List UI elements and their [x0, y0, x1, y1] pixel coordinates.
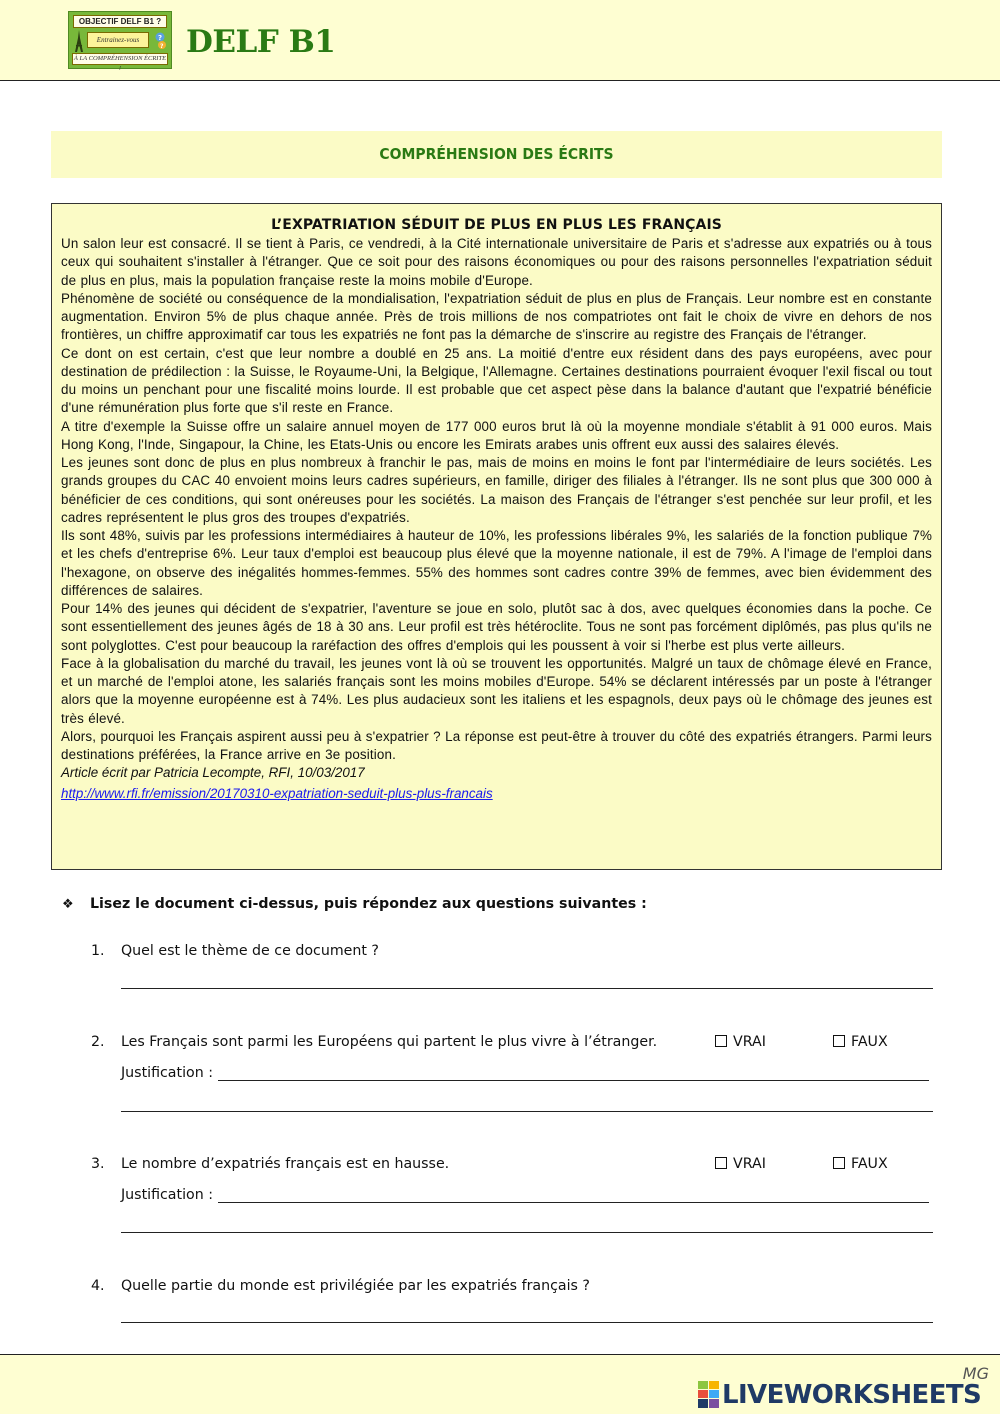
question-2-answer-line[interactable] [121, 1111, 933, 1112]
question-2-justification-line[interactable] [218, 1080, 929, 1081]
svg-text:?: ? [158, 34, 163, 42]
svg-text:?: ? [160, 43, 164, 50]
question-2-vrai-checkbox[interactable] [715, 1032, 766, 1052]
logo-bottom-text: À LA COMPRÉHENSION ÉCRITE ! [73, 55, 167, 72]
logo-mid-text: Entrainez-vous [87, 32, 149, 48]
question-2-text: Les Français sont parmi les Européens qui partent le plus vivre à l’étranger. [121, 1034, 658, 1050]
question-1-answer-line[interactable] [121, 988, 933, 989]
question-1-number: 1. [91, 943, 105, 959]
logo-top-text: OBJECTIF DELF B1 ? [73, 15, 167, 28]
instructions [62, 894, 647, 915]
liveworksheets-logo-icon [698, 1381, 720, 1409]
question-4-number: 4. [91, 1278, 105, 1294]
page-title: DELF B1 [186, 24, 336, 60]
page-footer [0, 1354, 1000, 1414]
article-paragraph: Un salon leur est consacré. Il se tient à Paris, ce vendredi, à la Cité internationale universitaire de Paris et s'adresse aux expatriés ou à tous ceux qui souhaitent s'installer à l'étranger. Que ce soit pour des raisons économiques ou pour des raisons personnelles l'expatriation séduit de plus en plus, mais la population française reste la moins mobile d'Europe. [61, 236, 932, 288]
question-1-text: Quel est le thème de ce document ? [121, 943, 379, 959]
article-title: L’EXPATRIATION SÉDUIT DE PLUS EN PLUS LES FRANÇAIS [271, 217, 722, 233]
vrai-label: VRAI [733, 1156, 766, 1172]
question-2-justification-label: Justification : [121, 1065, 213, 1081]
article-paragraph: Pour 14% des jeunes qui décident de s'expatrier, l'aventure se joue en solo, plutôt sac à dos, avec quelques économies dans la poche. Ce sont essentiellement des jeunes âgés de 18 à 30 ans. Leur profil est très hétéroclite. Tous ne sont pas forcément diplômés, pas plus qu'ils ne sont polyglottes. C'est pour beaucoup la raréfaction des offres d'emplois qui les poussent à voir si l'herbe est plus verte ailleurs. [61, 601, 932, 653]
question-3-faux-checkbox[interactable] [833, 1154, 888, 1174]
section-title: COMPRÉHENSION DES ÉCRITS [51, 131, 942, 178]
checkbox-icon [715, 1035, 727, 1047]
article-source-link[interactable]: http://www.rfi.fr/emission/20170310-expatriation-seduit-plus-plus-francais [61, 785, 493, 801]
question-bubble-icon [153, 32, 167, 50]
article-paragraph: Alors, pourquoi les Français aspirent aussi peu à s'expatrier ? La réponse est peut-être à trouver du côté des expatriés étrangers. Parmi leurs destinations préférées, la France arrive en 3e position. [61, 728, 932, 762]
article-paragraph: Les jeunes sont donc de plus en plus nombreux à franchir le pas, mais de moins en moins le font par l'intermédiaire de leurs sociétés. Les grands groupes du CAC 40 envoient moins leurs cadres supérieurs, en famille, diriger des filiales à l'étranger. Ils ne sont plus que 300 000 à bénéficier de ces conditions, qui sont onéreuses pour les sociétés. La maison des Français de l'étranger s'est penchée sur leur profil, et les cadres représentent le plus gros des troupes d'expatriés. [61, 455, 932, 525]
vrai-label: VRAI [733, 1034, 766, 1050]
question-2-faux-checkbox[interactable] [833, 1032, 888, 1052]
question-3-justification-label: Justification : [121, 1187, 213, 1203]
question-3-number: 3. [91, 1156, 105, 1172]
faux-label: FAUX [851, 1034, 888, 1050]
article-paragraph: Ce dont on est certain, c'est que leur nombre a doublé en 25 ans. La moitié d'entre eux résident dans des pays européens, avec pour destination de prédilection : la Suisse, le Royaume-Uni, la Belgique, l'Allemagne. Certaines destinations pourraient évoquer l'exil fiscal ou tout du moins un penchant pour une fiscalité moins lourde. Il est probable que cet aspect pèse dans la balance d'autant que l'expatrié bénéficie d'une rémunération plus forte que s'il reste en France. [61, 345, 932, 416]
article-box [51, 203, 942, 870]
liveworksheets-brand[interactable] [698, 1379, 981, 1411]
delf-logo [68, 11, 172, 72]
article-paragraph: Face à la globalisation du marché du travail, les jeunes vont là où se trouvent les opportunités. Malgré un taux de chômage élevé en France, et un marché de l'emploi atone, les salariés français sont les moins mobiles d'Europe. 54% se déclarent intéressés par un poste à l'étranger alors que la moyenne européenne est à 74%. Les plus audacieux sont les italiens et les espagnols, deux pays où le chômage des jeunes est très élevé. [61, 655, 932, 726]
question-4-text: Quelle partie du monde est privilégiée par les expatriés français ? [121, 1278, 590, 1294]
eiffel-tower-icon [74, 30, 84, 52]
author-initials: MG [962, 1364, 989, 1383]
checkbox-icon [715, 1157, 727, 1169]
question-3-text: Le nombre d’expatriés français est en hausse. [121, 1156, 450, 1172]
question-4-answer-line[interactable] [121, 1322, 933, 1323]
brand-name: LIVEWORKSHEETS [722, 1380, 982, 1410]
question-2-number: 2. [91, 1034, 105, 1050]
question-3-vrai-checkbox[interactable] [715, 1154, 766, 1174]
article-credit: Article écrit par Patricia Lecompte, RFI, 10/03/2017 [61, 765, 365, 781]
checkbox-icon [833, 1157, 845, 1169]
checkbox-icon [833, 1035, 845, 1047]
instructions-text: Lisez le document ci-dessus, puis répondez aux questions suivantes : [90, 896, 647, 912]
article-paragraph: Phénomène de société ou conséquence de la mondialisation, l'expatriation séduit de plus en plus de Français. Leur nombre est en constante augmentation. Environ 5% de plus chaque année. Près de trois millions de nos compatriotes ont fait le choix de vivre en dehors de nos frontières, un chiffre approximatif car tous les expatriés ne font pas la démarche de s'inscrire au registre des Français de l'étranger. [61, 290, 932, 343]
page-header [0, 0, 1000, 81]
question-3-justification-line[interactable] [218, 1202, 929, 1203]
article-paragraph: A titre d'exemple la Suisse offre un salaire annuel moyen de 177 000 euros brut là où la moyenne mondiale s'établit à 91 000 euros. Mais Hong Kong, l'Inde, Singapour, la Chine, les Etats-Unis ou encore les Emirats arabes unis offrent eux aussi des salaires élevés. [61, 418, 932, 452]
faux-label: FAUX [851, 1156, 888, 1172]
diamond-bullet-icon: ❖ [62, 897, 74, 912]
article-paragraph: Ils sont 48%, suivis par les professions intermédiaires à hauteur de 10%, les professions libérales 9%, les salariés de la fonction publique 7% et les chefs d'entreprise 6%. Leur taux d'emploi est beaucoup plus élevé que la moyenne nationale, il est de 79%. A l'image de l'emploi dans l'hexagone, on observe des inégalités hommes-femmes. 55% des hommes sont cadres contre 39% de femmes, avec bien évidemment des différences de salaires. [61, 528, 932, 598]
question-3-answer-line[interactable] [121, 1232, 933, 1233]
